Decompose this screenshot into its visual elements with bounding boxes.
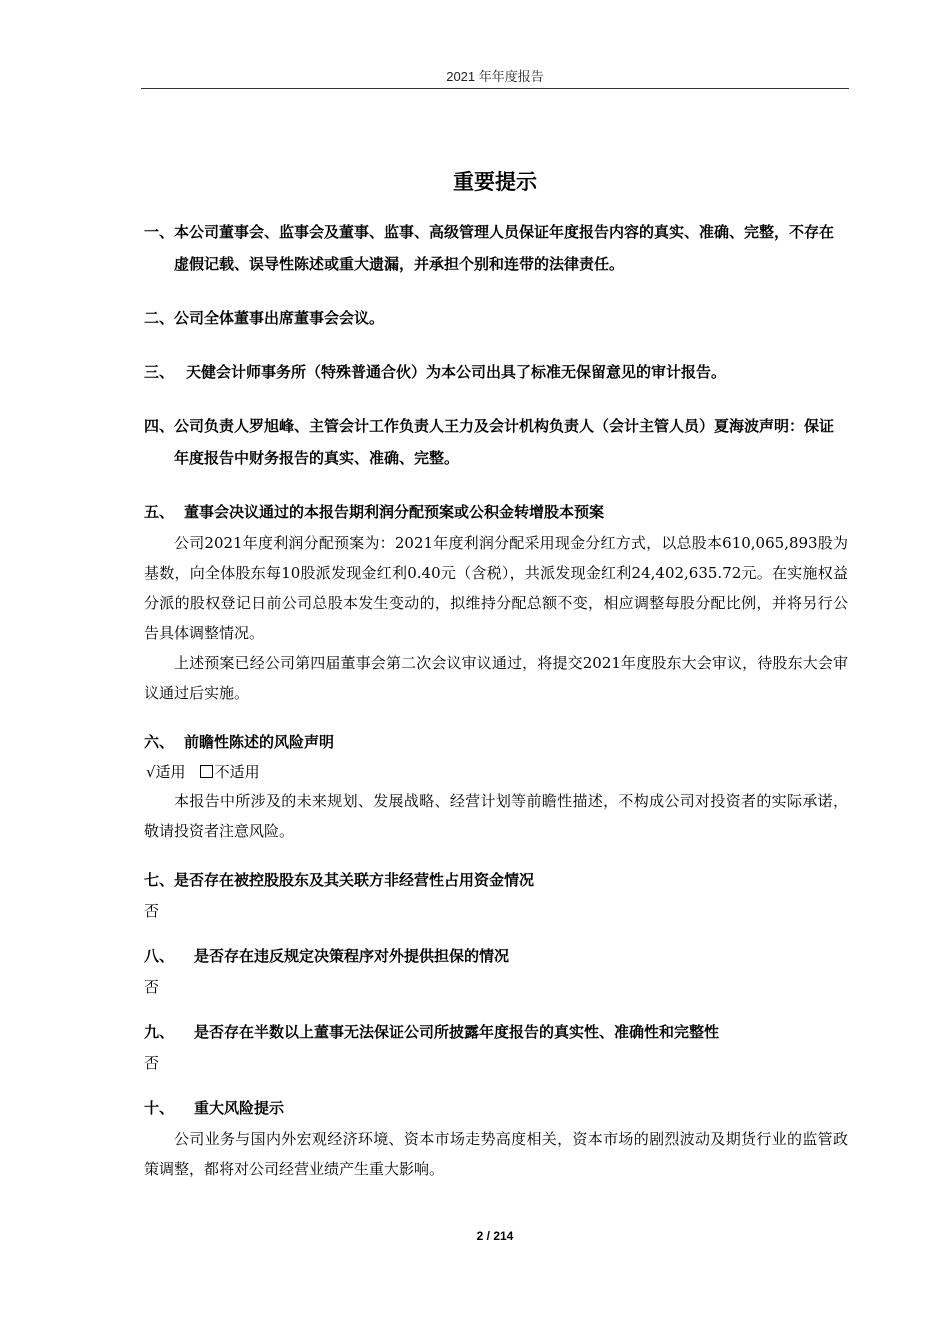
section-text: 公司全体董事出席董事会会议。	[174, 309, 385, 327]
section-heading: 是否存在被控股股东及其关联方非经营性占用资金情况	[174, 871, 535, 889]
page-title: 重要提示	[453, 170, 537, 194]
checkbox-empty-icon	[200, 765, 213, 778]
section-1	[144, 216, 848, 280]
section-8-heading	[144, 940, 848, 972]
applicability-options	[144, 758, 848, 786]
section-number: 八、	[144, 947, 175, 965]
section-number: 一、	[144, 223, 175, 241]
section-number: 十、	[144, 1099, 175, 1117]
section-9-heading	[144, 1016, 848, 1048]
section-9-answer: 否	[144, 1054, 160, 1072]
not-applicable-label: 不适用	[214, 763, 260, 781]
section-3	[144, 356, 848, 388]
applicable-checked: √适用	[146, 763, 186, 781]
section-number: 九、	[144, 1023, 175, 1041]
section-10-heading	[144, 1092, 848, 1124]
section-5-paragraph-2: 上述预案已经公司第四届董事会第二次会议审议通过，将提交2021年度股东大会审议，待股东大会审议通过后实施。	[144, 654, 848, 702]
page-number: 2 / 214	[476, 1229, 514, 1243]
header-rule	[141, 88, 849, 89]
section-8-answer: 否	[144, 978, 160, 996]
section-5-paragraph-1: 公司2021年度利润分配预案为：2021年度利润分配采用现金分红方式，以总股本610,065,893股为基数，向全体股东每10股派发现金红利0.40元（含税），共派发现金红利24,402,635.72元。在实施权益分派的股权登记日前公司总股本发生变动的，拟维持分配总额不变，相应调整每股分配比例，并将另行公告具体调整情况。	[144, 534, 848, 642]
section-text: 公司负责人罗旭峰、主管会计工作负责人王力及会计机构负责人（会计主管人员）夏海波声明：保证年度报告中财务报告的真实、准确、完整。	[174, 417, 835, 467]
section-6-paragraph: 本报告中所涉及的未来规划、发展战略、经营计划等前瞻性描述，不构成公司对投资者的实际承诺，敬请投资者注意风险。	[144, 792, 848, 840]
section-6-heading	[144, 726, 848, 758]
document-body	[144, 216, 848, 1184]
section-text: 本公司董事会、监事会及董事、监事、高级管理人员保证年度报告内容的真实、准确、完整，不存在虚假记载、误导性陈述或重大遗漏，并承担个别和连带的法律责任。	[174, 223, 835, 273]
section-7-answer: 否	[144, 902, 160, 920]
page-header: 2021 年年度报告	[446, 69, 544, 84]
section-number: 三、	[144, 363, 175, 381]
section-heading: 重大风险提示	[194, 1099, 285, 1117]
section-heading: 是否存在违反规定决策程序对外提供担保的情况	[194, 947, 510, 965]
section-heading: 是否存在半数以上董事无法保证公司所披露年度报告的真实性、准确性和完整性	[194, 1023, 720, 1041]
section-5-heading	[144, 496, 848, 528]
section-number: 六、	[144, 733, 175, 751]
section-2	[144, 302, 848, 334]
section-number: 四、	[144, 417, 175, 435]
section-10-paragraph: 公司业务与国内外宏观经济环境、资本市场走势高度相关，资本市场的剧烈波动及期货行业的监管政策调整，都将对公司经营业绩产生重大影响。	[144, 1130, 848, 1178]
section-7-heading	[144, 864, 848, 896]
section-text: 天健会计师事务所（特殊普通合伙）为本公司出具了标准无保留意见的审计报告。	[186, 363, 727, 381]
section-number: 五、	[144, 503, 175, 521]
section-heading: 董事会决议通过的本报告期利润分配预案或公积金转增股本预案	[184, 503, 605, 521]
section-number: 七、	[144, 871, 175, 889]
section-heading: 前瞻性陈述的风险声明	[184, 733, 335, 751]
section-number: 二、	[144, 309, 175, 327]
section-4	[144, 410, 848, 474]
